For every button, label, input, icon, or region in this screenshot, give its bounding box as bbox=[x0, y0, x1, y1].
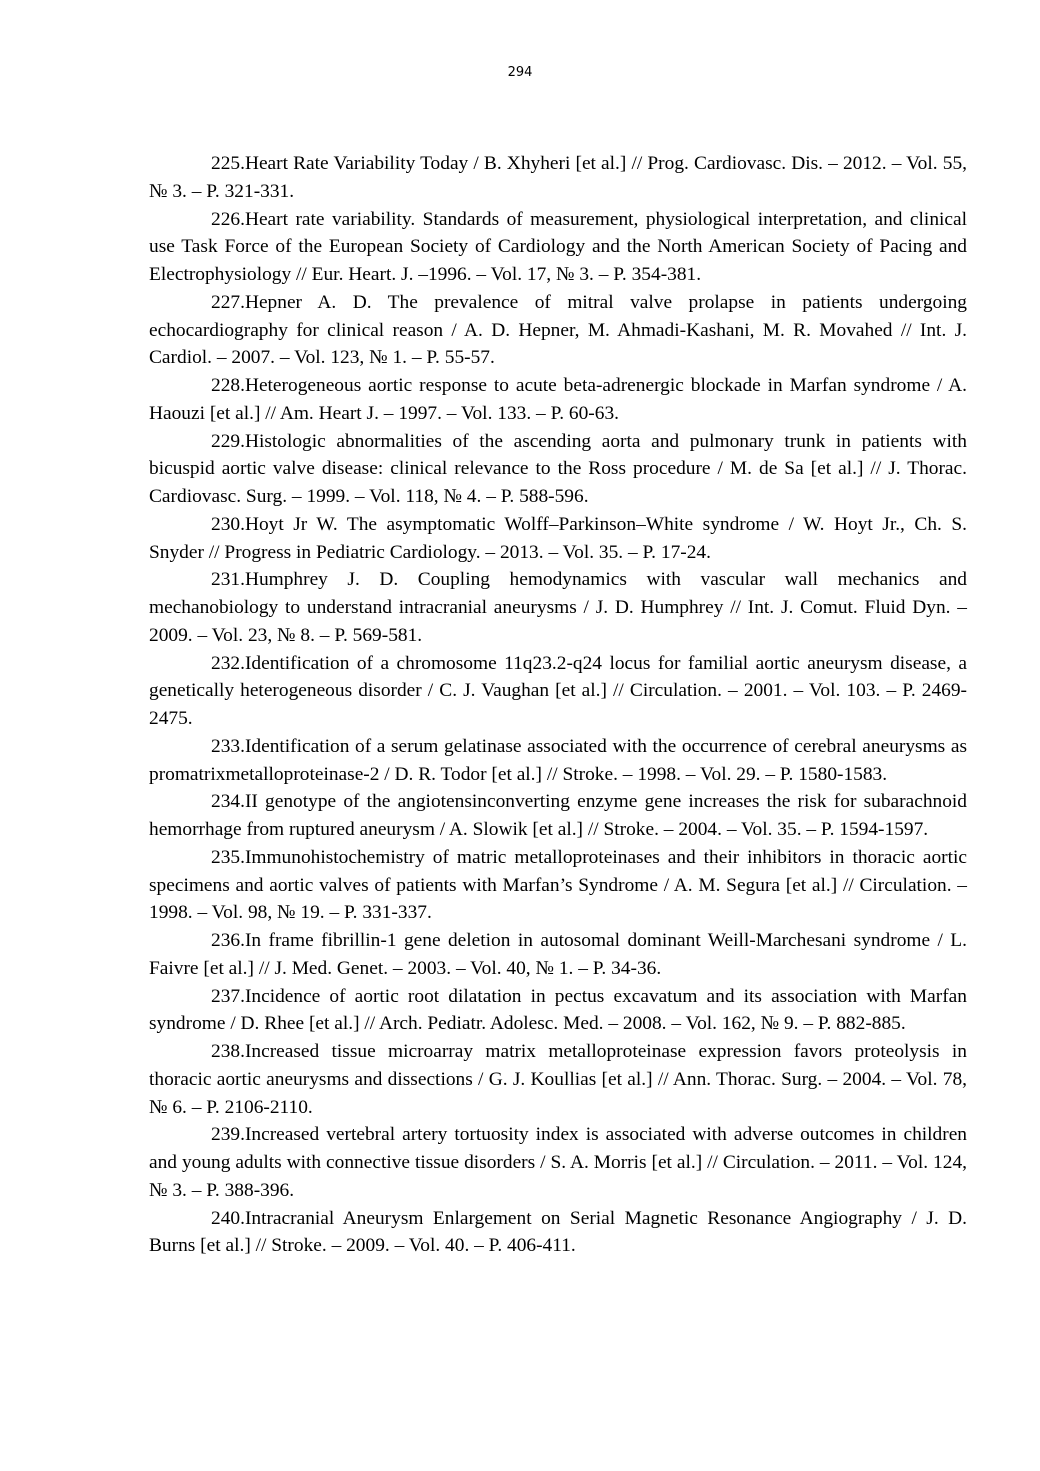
reference-item bbox=[149, 788, 967, 844]
reference-number: 240. bbox=[211, 1207, 245, 1229]
page-number: 294 bbox=[507, 65, 533, 80]
reference-number: 228. bbox=[211, 375, 245, 396]
reference-text: Increased vertebral artery tortuosity index is associated with adverse outcomes in children and young adults with connective tissue disorders / S. A. Morris [et al.] // Circulation. – 2011. – Vol. 124, № 3. – P. 388-396. bbox=[149, 1124, 967, 1201]
reference-text: Heart rate variability. Standards of measurement, physiological interpretation, and clinical use Task Force of the European Society of Cardiology and the North American Society of Pacing and Electrophysiology // Eur. Heart. J. –1996. – Vol. 17, № 3. – P. 354-381. bbox=[149, 208, 967, 285]
reference-list bbox=[149, 150, 967, 1260]
reference-number: 234. bbox=[211, 791, 245, 813]
reference-text: Identification of a chromosome 11q23.2-q24 locus for familial aortic aneurysm disease, a genetically heterogeneous disorder / C. J. Vaughan [et al.] // Circulation. – 2001. – Vol. 103. – P. 2469-2475. bbox=[149, 652, 967, 729]
reference-item bbox=[149, 511, 967, 567]
reference-item bbox=[149, 844, 967, 927]
reference-item bbox=[149, 650, 967, 733]
reference-item bbox=[149, 289, 967, 372]
reference-item bbox=[149, 1038, 967, 1121]
reference-text: Incidence of aortic root dilatation in pectus excavatum and its association with Marfan syndrome / D. Rhee [et al.] // Arch. Pediatr. Adolesc. Med. – 2008. – Vol. 162, № 9. – P. 882-885. bbox=[149, 985, 967, 1035]
reference-item bbox=[149, 206, 967, 289]
reference-number: 227. bbox=[211, 291, 245, 313]
reference-item bbox=[149, 927, 967, 983]
reference-item bbox=[149, 983, 967, 1039]
reference-text: Humphrey J. D. Coupling hemodynamics with vascular wall mechanics and mechanobiology to understand intracranial aneurysms / J. D. Humphrey // Int. J. Comut. Fluid Dyn. – 2009. – Vol. 23, № 8. – P. 569-581. bbox=[149, 569, 967, 646]
reference-text: Hoyt Jr W. The asymptomatic Wolff–Parkinson–White syndrome / W. Hoyt Jr., Ch. S. Snyder // Progress in Pediatric Cardiology. – 2013. – Vol. 35. – P. 17-24. bbox=[149, 513, 967, 563]
reference-item bbox=[149, 428, 967, 511]
reference-number: 239. bbox=[211, 1124, 245, 1146]
reference-number: 238. bbox=[211, 1041, 245, 1062]
reference-text: Heart Rate Variability Today / B. Xhyheri [et al.] // Prog. Cardiovasc. Dis. – 2012. – Vol. 55, № 3. – P. 321-331. bbox=[149, 153, 967, 202]
reference-text: Heterogeneous aortic response to acute beta-adrenergic blockade in Marfan syndrome / A. Haouzi [et al.] // Am. Heart J. – 1997. – Vol. 133. – P. 60-63. bbox=[149, 375, 967, 424]
reference-text: Histologic abnormalities of the ascending aorta and pulmonary trunk in patients with bicuspid aortic valve disease: clinical relevance to the Ross procedure / M. de Sa [et al.] // J. Thorac. Cardiovasc. Surg. – 1999. – Vol. 118, № 4. – P. 588-596. bbox=[149, 430, 967, 507]
reference-text: Identification of a serum gelatinase associated with the occurrence of cerebral aneurysms as promatrixmetalloproteinase-2 / D. R. Todor [et al.] // Stroke. – 1998. – Vol. 29. – P. 1580-1583. bbox=[149, 735, 967, 785]
reference-text: Hepner A. D. The prevalence of mitral valve prolapse in patients undergoing echocardiography for clinical reason / A. D. Hepner, M. Ahmadi-Kashani, M. R. Movahed // Int. J. Cardiol. – 2007. – Vol. 123, № 1. – P. 55-57. bbox=[149, 291, 967, 369]
reference-text: Immunohistochemistry of matric metalloproteinases and their inhibitors in thoracic aortic specimens and aortic valves of patients with Marfan’s Syndrome / A. M. Segura [et al.] // Circulation. – 1998. – Vol. 98, № 19. – P. 331-337. bbox=[149, 846, 967, 924]
reference-number: 225. bbox=[211, 153, 245, 174]
reference-text: Intracranial Aneurysm Enlargement on Serial Magnetic Resonance Angiography / J. D. Burns [et al.] // Stroke. – 2009. – Vol. 40. – P. 406-411. bbox=[149, 1207, 967, 1257]
reference-number: 230. bbox=[211, 513, 245, 535]
reference-text: II genotype of the angiotensinconverting enzyme gene increases the risk for subarachnoid hemorrhage from ruptured aneurysm / A. Slowik [et al.] // Stroke. – 2004. – Vol. 35. – P. 1594-1597. bbox=[149, 791, 967, 840]
reference-item bbox=[149, 733, 967, 789]
reference-item bbox=[149, 150, 967, 206]
reference-item bbox=[149, 1121, 967, 1204]
reference-number: 235. bbox=[211, 846, 245, 868]
reference-number: 232. bbox=[211, 652, 245, 674]
reference-number: 226. bbox=[211, 208, 245, 230]
reference-item bbox=[149, 372, 967, 428]
reference-number: 229. bbox=[211, 430, 245, 452]
reference-text: Increased tissue microarray matrix metalloproteinase expression favors proteolysis in thoracic aortic aneurysms and dissections / G. J. Koullias [et al.] // Ann. Thorac. Surg. – 2004. – Vol. 78, № 6. – P. 2106-2110. bbox=[149, 1041, 967, 1118]
reference-text: In frame fibrillin-1 gene deletion in autosomal dominant Weill-Marchesani syndrome / L. Faivre [et al.] // J. Med. Genet. – 2003. – Vol. 40, № 1. – P. 34-36. bbox=[149, 930, 967, 979]
reference-number: 233. bbox=[211, 735, 245, 757]
reference-number: 237. bbox=[211, 985, 245, 1007]
reference-item bbox=[149, 1205, 967, 1261]
reference-number: 231. bbox=[211, 569, 245, 591]
reference-number: 236. bbox=[211, 930, 245, 951]
reference-item bbox=[149, 566, 967, 649]
